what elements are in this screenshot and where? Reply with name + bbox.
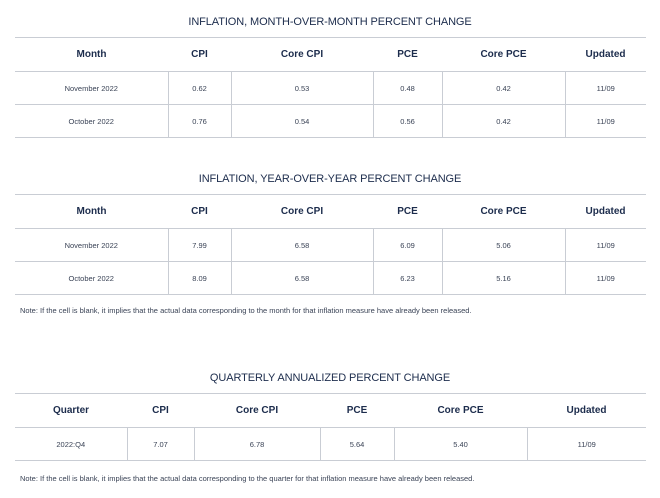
cell-cpi: 7.07 — [127, 428, 194, 461]
column-header-core-pce: Core PCE — [394, 394, 527, 428]
column-header-updated: Updated — [565, 195, 646, 229]
table-header-row — [15, 195, 646, 229]
cell-updated: 11/09 — [565, 72, 646, 105]
table-row — [15, 229, 646, 262]
column-header-pce: PCE — [320, 394, 394, 428]
cell-pce: 0.56 — [373, 105, 442, 138]
cell-core-cpi: 0.53 — [231, 72, 373, 105]
cell-updated: 11/09 — [565, 262, 646, 295]
cell-core-cpi: 6.58 — [231, 262, 373, 295]
column-header-quarter: Quarter — [15, 394, 127, 428]
column-header-pce: PCE — [373, 195, 442, 229]
cell-month: November 2022 — [15, 72, 168, 105]
cell-pce: 6.09 — [373, 229, 442, 262]
column-header-cpi: CPI — [168, 195, 231, 229]
column-header-core-cpi: Core CPI — [231, 38, 373, 72]
table-header-row — [15, 38, 646, 72]
column-header-updated: Updated — [565, 38, 646, 72]
cell-core-pce: 0.42 — [442, 105, 565, 138]
cell-core-cpi: 6.58 — [231, 229, 373, 262]
column-header-cpi: CPI — [127, 394, 194, 428]
cell-cpi: 7.99 — [168, 229, 231, 262]
column-header-core-cpi: Core CPI — [231, 195, 373, 229]
cell-month: October 2022 — [15, 262, 168, 295]
table-row — [15, 72, 646, 105]
cell-cpi: 8.09 — [168, 262, 231, 295]
mom-table — [15, 37, 646, 138]
column-header-month: Month — [15, 38, 168, 72]
column-header-core-pce: Core PCE — [442, 38, 565, 72]
cell-pce: 0.48 — [373, 72, 442, 105]
column-header-updated: Updated — [527, 394, 646, 428]
cell-core-pce: 5.40 — [394, 428, 527, 461]
qtr-title: QUARTERLY ANNUALIZED PERCENT CHANGE — [209, 372, 451, 384]
cell-quarter: 2022:Q4 — [15, 428, 127, 461]
column-header-month: Month — [15, 195, 168, 229]
table-header-row — [15, 394, 646, 428]
table-row — [15, 105, 646, 138]
column-header-core-cpi: Core CPI — [194, 394, 320, 428]
cell-cpi: 0.62 — [168, 72, 231, 105]
column-header-pce: PCE — [373, 38, 442, 72]
cell-core-cpi: 0.54 — [231, 105, 373, 138]
cell-updated: 11/09 — [565, 229, 646, 262]
qtr-table — [15, 393, 646, 461]
table-row — [15, 428, 646, 461]
cell-core-pce: 5.16 — [442, 262, 565, 295]
cell-updated: 11/09 — [527, 428, 646, 461]
mom-title: INFLATION, MONTH-OVER-MONTH PERCENT CHANGE — [188, 16, 472, 28]
cell-core-pce: 0.42 — [442, 72, 565, 105]
yoy-table — [15, 194, 646, 295]
cell-month: October 2022 — [15, 105, 168, 138]
qtr-note: Note: If the cell is blank, it implies that the actual data corresponding to the quarter for that inflation measure have already been released. — [20, 474, 475, 483]
column-header-core-pce: Core PCE — [442, 195, 565, 229]
cell-pce: 5.64 — [320, 428, 394, 461]
table-row — [15, 262, 646, 295]
cell-core-pce: 5.06 — [442, 229, 565, 262]
cell-pce: 6.23 — [373, 262, 442, 295]
cell-updated: 11/09 — [565, 105, 646, 138]
column-header-cpi: CPI — [168, 38, 231, 72]
cell-core-cpi: 6.78 — [194, 428, 320, 461]
cell-cpi: 0.76 — [168, 105, 231, 138]
yoy-title: INFLATION, YEAR-OVER-YEAR PERCENT CHANGE — [198, 173, 462, 185]
yoy-note: Note: If the cell is blank, it implies that the actual data corresponding to the month for that inflation measure have already been released. — [20, 306, 472, 315]
cell-month: November 2022 — [15, 229, 168, 262]
